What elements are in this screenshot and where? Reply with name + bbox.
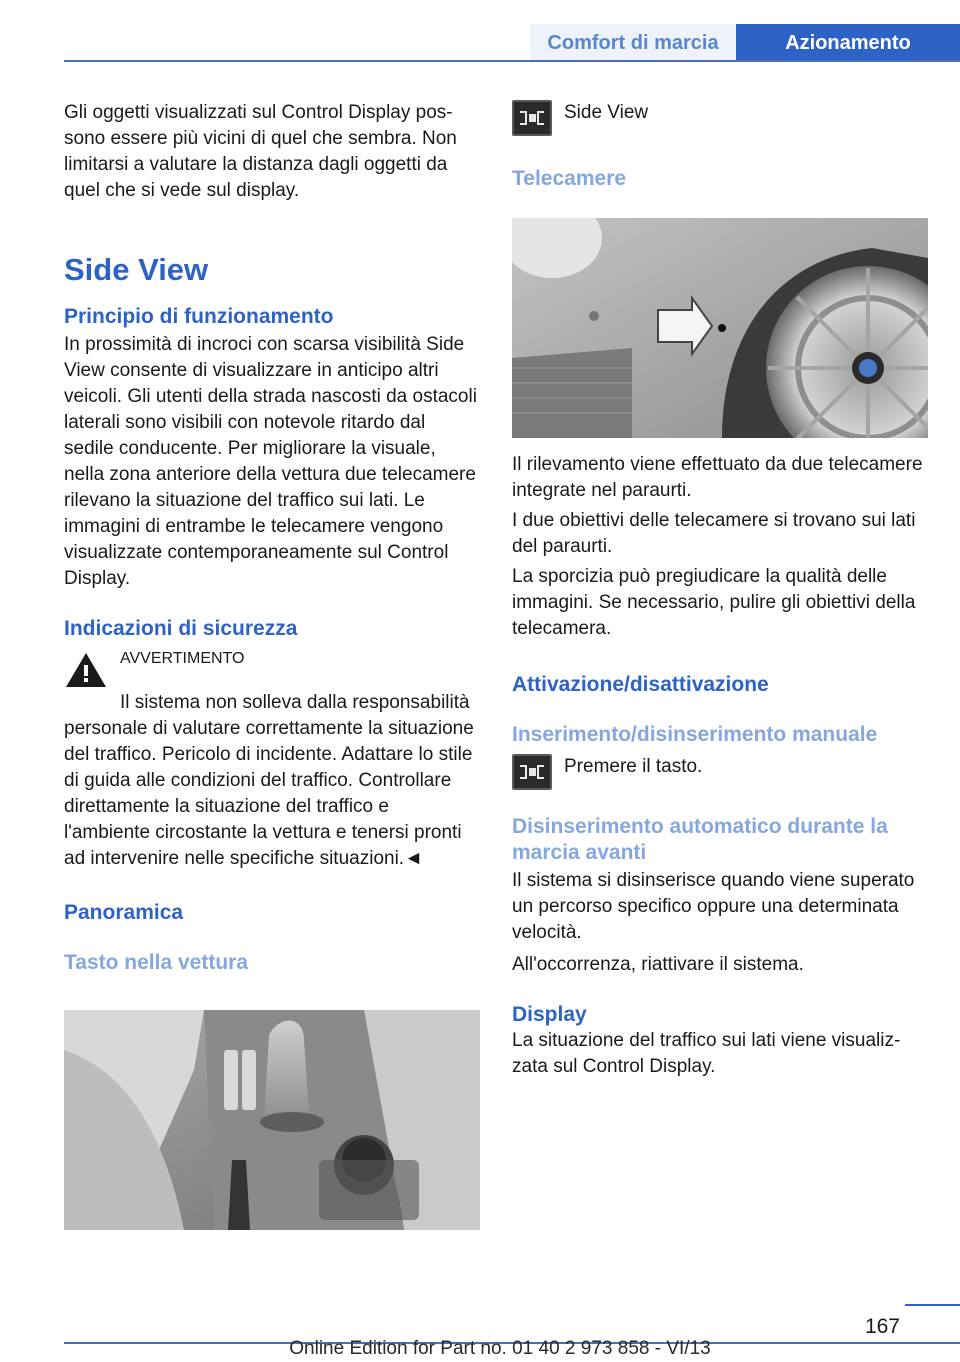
header-tab-comfort-di-marcia[interactable]: Comfort di marcia (530, 24, 736, 62)
telecamere-paragraph-1: Il rilevamento viene effettuato da due telecamere integrate nel paraurti. (512, 454, 923, 501)
manual-button-row (512, 754, 928, 790)
intro-paragraph: Gli oggetti visualizzati sul Control Display possono essere più vicini di quel che sembra. Non limitarsi a valutare la distanza dagli oggetti da quel che si vede sul display. (64, 102, 457, 201)
heading-tasto-vettura: Tasto nella vettura (64, 951, 248, 974)
bumper-camera-photo (512, 218, 928, 438)
bumper-illustration (512, 218, 928, 438)
page-number: 167 (864, 1315, 900, 1338)
warning-paragraph: Il sistema non solleva dalla responsabilità personale di valutare correttamente la situazione del traffico. Pericolo di incidente. Adattare lo stile di guida alle condizioni del traffico. Controllare direttamente la situazione del traffico e l'ambiente circostante la vettura e tenersi pronti ad intervenire nelle specifiche situazioni.◄ (64, 692, 474, 869)
display-paragraph: La situazione del traffico sui lati viene visualizzata sul Control Display. (512, 1030, 901, 1077)
side-view-button-manual[interactable] (512, 754, 552, 790)
side-view-button-row (512, 100, 928, 136)
telecamere-paragraph-3: La sporcizia può pregiudicare la qualità delle immagini. Se necessario, pulire gli obiettivi della telecamera. (512, 566, 916, 639)
heading-panoramica: Panoramica (64, 901, 184, 924)
heading-inserimento-manuale: Inserimento/disinserimento manuale (512, 723, 878, 746)
side-view-camera-icon (518, 108, 546, 128)
side-view-camera-icon (518, 762, 546, 782)
heading-attivazione: Attivazione/disattivazione (512, 673, 769, 696)
edition-note: Online Edition for Part no. 01 40 2 973 858 - VI/13 (289, 1338, 711, 1359)
section-title-side-view: Side View (64, 252, 209, 287)
console-illustration (64, 1010, 480, 1230)
auto-paragraph-1: Il sistema si disinserisce quando viene superato un percorso specifico oppure una determinata velocità. (512, 870, 915, 943)
side-view-button-label: Side View (564, 102, 649, 123)
console-photo (64, 1010, 480, 1230)
heading-display: Display (512, 1003, 587, 1026)
right-column (512, 100, 928, 192)
heading-sicurezza: Indicazioni di sicurezza (64, 617, 298, 640)
manual-instruction: Premere il tasto. (564, 756, 703, 777)
heading-telecamere: Telecamere (512, 167, 627, 190)
footer-accent-bar (905, 1304, 960, 1306)
principio-paragraph: In prossimità di incroci con scarsa visibilità Side View consente di visualizzare in anticipo altri veicoli. Gli utenti della strada nascosti da ostacoli laterali sono visibili con notevole ritardo dal sedile conducente. Per migliorare la visuale, nella zona anteriore della vettura due telecamere rilevano la situazione del traffico sui lati. Le immagini di entrambe le telecamere vengono visualizzate contemporaneamente sul Control Display. (64, 334, 477, 589)
header-rule (64, 60, 960, 62)
left-column (64, 100, 480, 976)
heading-disinserimento-automatico: Disinserimento automatico durante la marcia avanti (512, 815, 888, 864)
warning-block (64, 650, 480, 872)
telecamere-paragraph-2: I due obiettivi delle telecamere si trovano sui lati del paraurti. (512, 510, 916, 557)
warning-label: AVVERTIMENTO (120, 650, 245, 667)
side-view-button[interactable] (512, 100, 552, 136)
header-tab-azionamento[interactable]: Azionamento (736, 24, 960, 62)
heading-principio: Principio di funzionamento (64, 305, 334, 328)
auto-paragraph-2: All'occorrenza, riattivare il sistema. (512, 954, 804, 975)
right-column-lower (512, 452, 928, 1080)
warning-triangle-icon (64, 650, 108, 690)
